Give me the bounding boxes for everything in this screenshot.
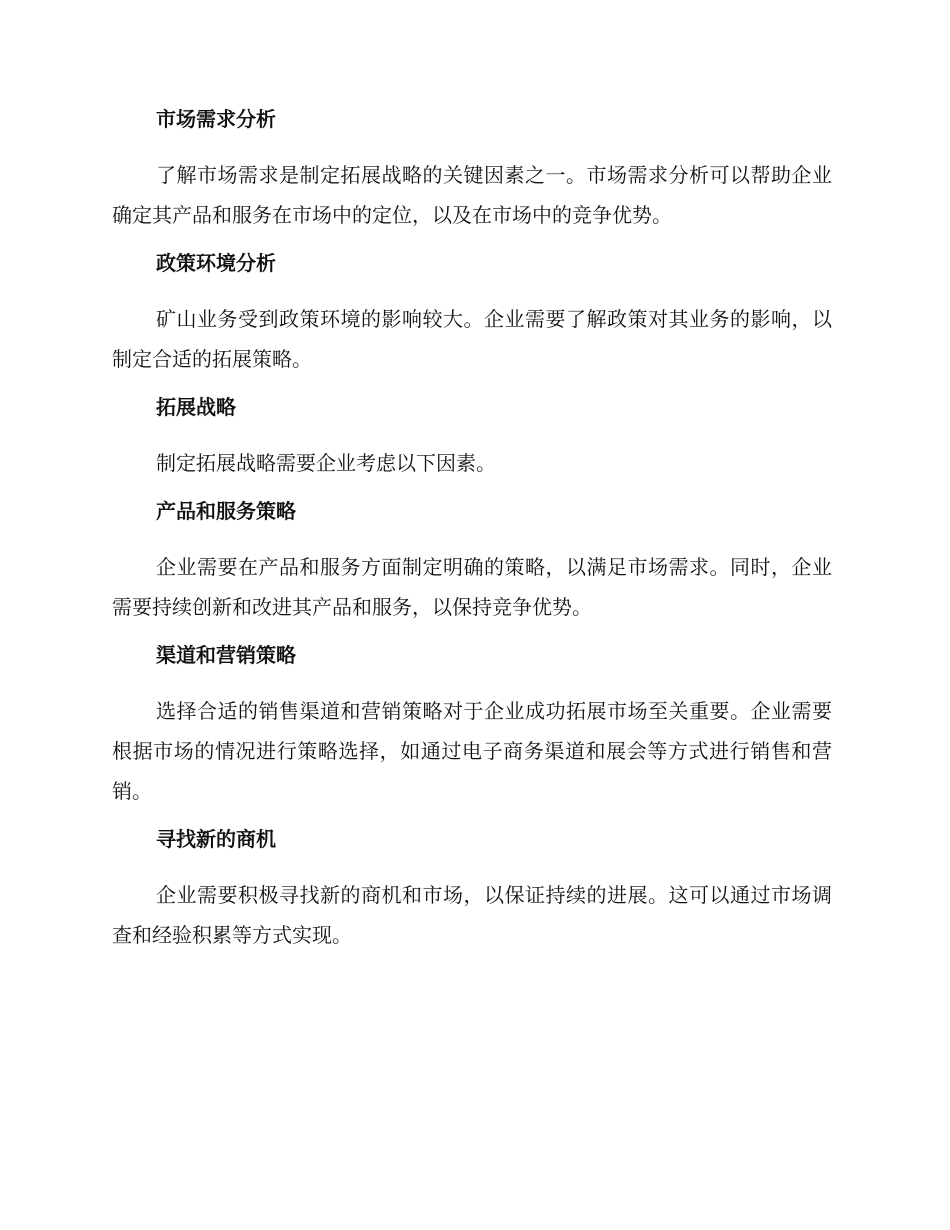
section-channel-marketing-strategy: [112, 639, 832, 811]
section-market-demand: [112, 103, 832, 235]
section-new-opportunities: [112, 823, 832, 955]
section-heading: 产品和服务策略: [156, 499, 296, 523]
section-paragraph: 了解市场需求是制定拓展战略的关键因素之一。市场需求分析可以帮助企业确定其产品和服务在市场中的定位，以及在市场中的竞争优势。: [112, 163, 832, 227]
document-page: [112, 103, 832, 967]
section-heading: 政策环境分析: [156, 251, 276, 275]
section-heading: 拓展战略: [156, 395, 236, 419]
section-heading: 市场需求分析: [156, 107, 276, 131]
section-paragraph: 企业需要积极寻找新的商机和市场，以保证持续的进展。这可以通过市场调查和经验积累等方式实现。: [112, 883, 832, 947]
section-paragraph: 选择合适的销售渠道和营销策略对于企业成功拓展市场至关重要。企业需要根据市场的情况进行策略选择，如通过电子商务渠道和展会等方式进行销售和营销。: [112, 699, 832, 803]
section-policy-environment: [112, 247, 832, 379]
section-expansion-strategy: [112, 391, 832, 483]
section-product-service-strategy: [112, 495, 832, 627]
section-paragraph: 企业需要在产品和服务方面制定明确的策略，以满足市场需求。同时，企业需要持续创新和改进其产品和服务，以保持竞争优势。: [112, 555, 832, 619]
section-heading: 渠道和营销策略: [156, 643, 296, 667]
section-heading: 寻找新的商机: [156, 827, 276, 851]
section-paragraph: 制定拓展战略需要企业考虑以下因素。: [156, 451, 496, 475]
section-paragraph: 矿山业务受到政策环境的影响较大。企业需要了解政策对其业务的影响，以制定合适的拓展策略。: [112, 307, 832, 371]
